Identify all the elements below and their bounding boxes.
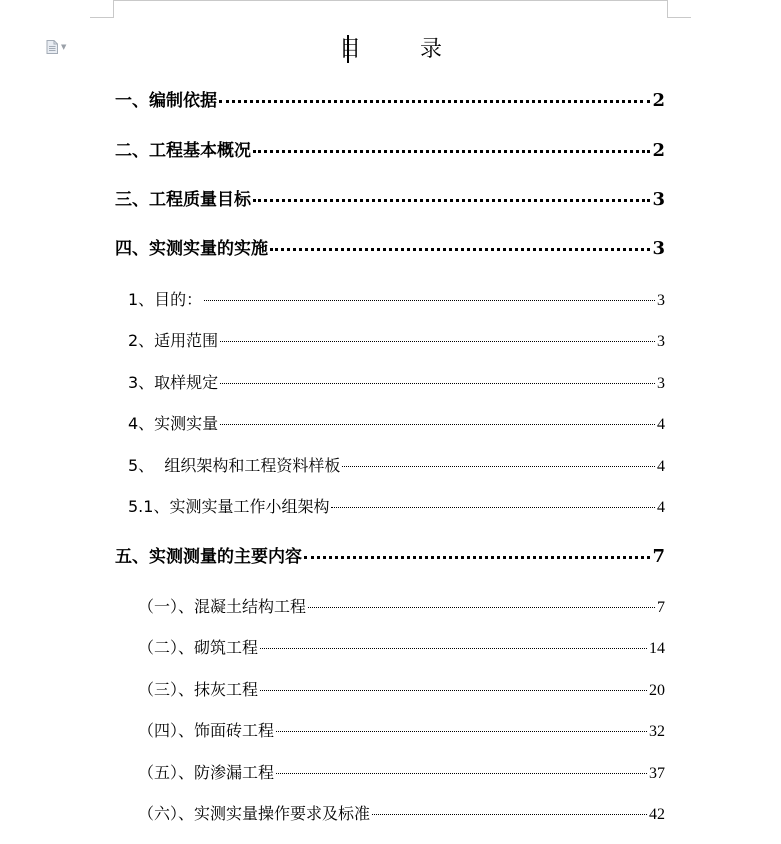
toc-entry-label: 5.1、实测实量工作小组架构 xyxy=(128,497,330,516)
toc-entry-label: 5、 组织架构和工程资料样板 xyxy=(128,456,341,475)
toc-entry-label: （五）、防渗漏工程 xyxy=(138,763,275,782)
toc-entry-label: （二）、砌筑工程 xyxy=(138,638,259,657)
toc-page-number: 3 xyxy=(657,333,665,350)
toc-page-number: 3 xyxy=(657,375,665,392)
toc-leader-dots xyxy=(260,644,647,649)
toc-page-number: 7 xyxy=(652,546,665,567)
toc-page-number: 3 xyxy=(652,189,665,210)
toc-entry-section-2[interactable] xyxy=(115,136,665,161)
toc-page-number: 4 xyxy=(657,416,665,433)
toc-page-number: 20 xyxy=(649,682,665,699)
toc-entry-label: 一、编制依据 xyxy=(115,91,217,111)
toc-entry-label: 4、实测实量 xyxy=(128,414,219,433)
toc-page-number: 32 xyxy=(649,723,665,740)
toc-leader-dots xyxy=(220,420,655,425)
toc-entry-subsection-5-3[interactable] xyxy=(138,677,665,700)
toc-leader-dots xyxy=(308,603,655,608)
toc-page-number: 14 xyxy=(649,640,665,657)
toc-entry-subsection-4-3[interactable] xyxy=(128,370,665,393)
toc-leader-dots xyxy=(276,769,647,774)
toc-page-number: 3 xyxy=(657,292,665,309)
toc-entry-section-4[interactable] xyxy=(115,234,665,259)
toc-entry-label: （四）、饰面砖工程 xyxy=(138,721,275,740)
toc-entry-subsection-4-5[interactable] xyxy=(128,453,665,476)
page-top-edge xyxy=(113,0,667,1)
toc-entry-label: 二、工程基本概况 xyxy=(115,141,251,161)
toc-page-number: 42 xyxy=(649,806,665,823)
toc-entry-subsection-5-5[interactable] xyxy=(138,760,665,783)
toc-page-number: 4 xyxy=(657,499,665,516)
toc-leader-dots xyxy=(270,244,650,251)
toc-entry-label: 1、目的： xyxy=(128,290,203,309)
toc-entry-subsection-5-6[interactable] xyxy=(138,801,665,824)
page-corner-mark-right xyxy=(667,17,691,18)
toc-entry-subsection-5-1[interactable] xyxy=(138,594,665,617)
dropdown-arrow-icon: ▼ xyxy=(61,43,67,51)
toc-leader-dots xyxy=(204,296,655,301)
toc-entry-label: 三、工程质量目标 xyxy=(115,190,251,210)
toc-entry-label: 2、适用范围 xyxy=(128,331,219,350)
toc-leader-dots xyxy=(342,462,655,467)
toc-leader-dots xyxy=(331,503,655,508)
toc-entry-label: 四、实测实量的实施 xyxy=(115,239,268,259)
toc-leader-dots xyxy=(220,379,655,384)
toc-entry-subsection-4-5-1[interactable] xyxy=(128,494,665,517)
toc-leader-dots xyxy=(260,686,647,691)
toc-entry-label: 3、取样规定 xyxy=(128,373,219,392)
toc-entry-subsection-4-2[interactable] xyxy=(128,328,665,351)
toc-page-number: 4 xyxy=(657,458,665,475)
toc-page-number: 37 xyxy=(649,765,665,782)
toc-page-number: 3 xyxy=(652,238,665,259)
toc-page-number: 7 xyxy=(657,599,665,616)
toc-entry-label: （三）、抹灰工程 xyxy=(138,680,259,699)
toc-entry-subsection-4-4[interactable] xyxy=(128,411,665,434)
toc-entry-section-1[interactable] xyxy=(115,86,665,111)
toc-page-number: 2 xyxy=(652,90,665,111)
toc-leader-dots xyxy=(219,96,650,103)
toc-entry-section-5[interactable] xyxy=(115,542,665,567)
toc-entry-label: （一）、混凝土结构工程 xyxy=(138,597,307,616)
toc-leader-dots xyxy=(220,337,655,342)
page-corner-mark-right-vertical xyxy=(667,0,668,18)
toc-entry-subsection-5-4[interactable] xyxy=(138,718,665,741)
toc-leader-dots xyxy=(253,146,650,153)
toc-entry-label: （六）、实测实量操作要求及标准 xyxy=(138,804,371,823)
toc-entry-subsection-4-1[interactable] xyxy=(128,287,665,310)
toc-title: 目 录 xyxy=(339,37,468,62)
toc-page-number: 2 xyxy=(652,140,665,161)
toc-entry-label: 五、实测测量的主要内容 xyxy=(115,547,302,567)
toc-leader-dots xyxy=(276,727,647,732)
toc-leader-dots xyxy=(304,552,650,559)
page-corner-mark-left xyxy=(90,17,114,18)
toc-leader-dots xyxy=(372,810,647,815)
toc-entry-section-3[interactable] xyxy=(115,185,665,210)
toc-entry-subsection-5-2[interactable] xyxy=(138,635,665,658)
page-corner-mark-left-vertical xyxy=(113,0,114,18)
toc-leader-dots xyxy=(253,195,650,202)
